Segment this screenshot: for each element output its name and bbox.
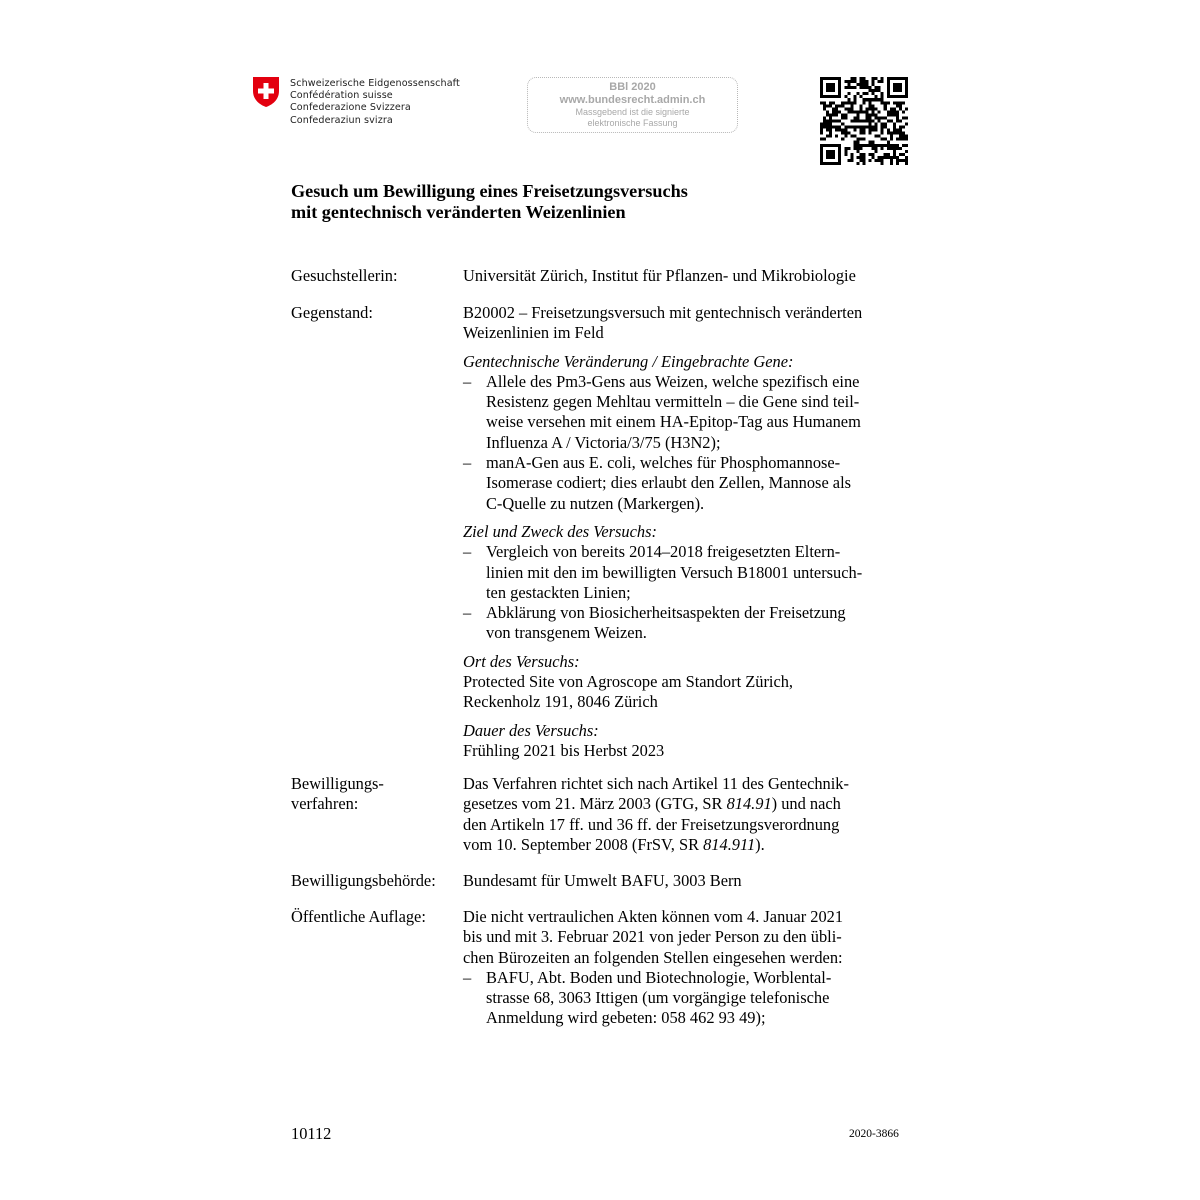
list-item: – Abklärung von Biosicherheitsaspekten der Freisetzung von transgenem Weizen. [463, 603, 913, 644]
list-item: – Vergleich von bereits 2014–2018 freigesetzten Eltern- linien mit den im bewilligten Versuch B18001 untersuch- ten gestackten Linien; [463, 542, 913, 603]
list-item-line: Vergleich von bereits 2014–2018 freigesetzten Eltern- [486, 542, 841, 562]
list-item-line: Abklärung von Biosicherheitsaspekten der Freisetzung [486, 603, 846, 623]
applicant-label: Gesuchstellerin: [291, 266, 398, 285]
subject-label: Gegenstand: [291, 303, 373, 322]
list-item: – manA-Gen aus E. coli, welches für Phosphomannose- Isomerase codiert; dies erlaubt den Zellen, Mannose als C-Quelle zu nutzen (Markergen). [463, 453, 913, 514]
inspection-line: chen Bürozeiten an folgenden Stellen eingesehen werden: [463, 947, 843, 967]
list-item-line: Influenza A / Victoria/3/75 (H3N2); [486, 432, 721, 452]
document-id: 2020-3866 [849, 1128, 899, 1140]
confederation-name-rm: Confederaziun svizra [290, 114, 393, 126]
location-line: Protected Site von Agroscope am Standort Zürich, [463, 672, 794, 692]
inspection-label: Öffentliche Auflage: [291, 907, 426, 926]
list-item: – BAFU, Abt. Boden und Biotechnologie, Worblental- strasse 68, 3063 Ittigen (um vorgängige telefonische Anmeldung wird gebeten: 058 462 93 49); [463, 968, 913, 1029]
title-line-2: mit gentechnisch veränderten Weizenlinien [291, 202, 626, 222]
list-item-line: linien mit den im bewilligten Versuch B18001 untersuch- [486, 562, 863, 582]
stamp-url: www.bundesrecht.admin.ch [559, 94, 706, 106]
procedure-label-line: verfahren: [291, 794, 359, 814]
list-item-line: manA-Gen aus E. coli, welches für Phosphomannose- [486, 453, 841, 473]
duration-heading: Dauer des Versuchs: [463, 720, 599, 740]
qr-code-icon [820, 77, 908, 165]
location-line: Reckenholz 191, 8046 Zürich [463, 692, 658, 712]
swiss-coat-of-arms-icon [252, 76, 280, 108]
publication-stamp [527, 77, 738, 133]
modification-heading: Gentechnische Veränderung / Eingebrachte Gene: [463, 351, 794, 371]
list-item-line: Allele des Pm3-Gens aus Weizen, welche spezifisch eine [486, 371, 860, 391]
procedure-line: den Artikeln 17 ff. und 36 ff. der Freisetzungsverordnung [463, 814, 840, 834]
location-heading: Ort des Versuchs: [463, 651, 580, 671]
stamp-note-1: Massgebend ist die signierte [575, 107, 690, 117]
sr-number-gtg: 814.91 [726, 794, 772, 814]
inspection-line: Die nicht vertraulichen Akten können vom 4. Januar 2021 [463, 907, 844, 926]
list-item-line: von transgenem Weizen. [486, 623, 647, 643]
authority-label: Bewilligungsbehörde: [291, 871, 436, 890]
subject-line: B20002 – Freisetzungsversuch mit gentechnisch veränderten [463, 303, 863, 322]
confederation-name-de: Schweizerische Eidgenossenschaft [290, 78, 460, 89]
confederation-name-it: Confederazione Svizzera [290, 102, 411, 114]
stamp-note-2: elektronische Fassung [587, 118, 678, 128]
procedure-label [291, 774, 461, 815]
confederation-names [290, 78, 460, 127]
applicant-value: Universität Zürich, Institut für Pflanzen- und Mikrobiologie [463, 266, 856, 285]
list-item-line: BAFU, Abt. Boden und Biotechnologie, Worblental- [486, 967, 832, 987]
list-item-line: ten gestackten Linien; [486, 582, 631, 602]
list-item-line: Isomerase codiert; dies erlaubt den Zellen, Mannose als [486, 473, 852, 493]
title-line-1: Gesuch um Bewilligung eines Freisetzungsversuchs [291, 181, 688, 201]
procedure-line: vom 10. September 2008 (FrSV, SR 814.911). [463, 834, 765, 854]
document-title [291, 181, 688, 223]
duration-value: Frühling 2021 bis Herbst 2023 [463, 740, 665, 760]
list-item-line: Anmeldung wird gebeten: 058 462 93 49); [486, 1008, 766, 1028]
sr-number-frsv: 814.911 [703, 834, 756, 854]
confederation-name-fr: Confédération suisse [290, 90, 393, 102]
stamp-volume: BBl 2020 [609, 81, 656, 93]
list-item-line: strasse 68, 3063 Ittigen (um vorgängige telefonische [486, 988, 830, 1008]
page-number: 10112 [291, 1124, 332, 1143]
qr-code-modules [820, 77, 908, 165]
list-item-line: weise versehen mit einem HA-Epitop-Tag aus Humanem [486, 412, 861, 432]
list-item-line: C-Quelle zu nutzen (Markergen). [486, 493, 705, 513]
subject-line: Weizenlinien im Feld [463, 323, 604, 343]
purpose-heading: Ziel und Zweck des Versuchs: [463, 521, 657, 541]
list-item: – Allele des Pm3-Gens aus Weizen, welche spezifisch eine Resistenz gegen Mehltau vermitteln – die Gene sind teil- weise versehen mit einem HA-Epitop-Tag aus Humanem Influenza A / Victoria/3/75 (H3N2); [463, 372, 913, 453]
procedure-line: gesetzes vom 21. März 2003 (GTG, SR 814.91) und nach [463, 794, 841, 814]
inspection-line: bis und mit 3. Februar 2021 von jeder Person zu den übli- [463, 927, 842, 947]
procedure-line: Das Verfahren richtet sich nach Artikel 11 des Gentechnik- [463, 774, 849, 793]
authority-value: Bundesamt für Umwelt BAFU, 3003 Bern [463, 871, 742, 890]
list-item-line: Resistenz gegen Mehltau vermitteln – die Gene sind teil- [486, 392, 860, 412]
procedure-label-line: Bewilligungs- [291, 774, 384, 793]
